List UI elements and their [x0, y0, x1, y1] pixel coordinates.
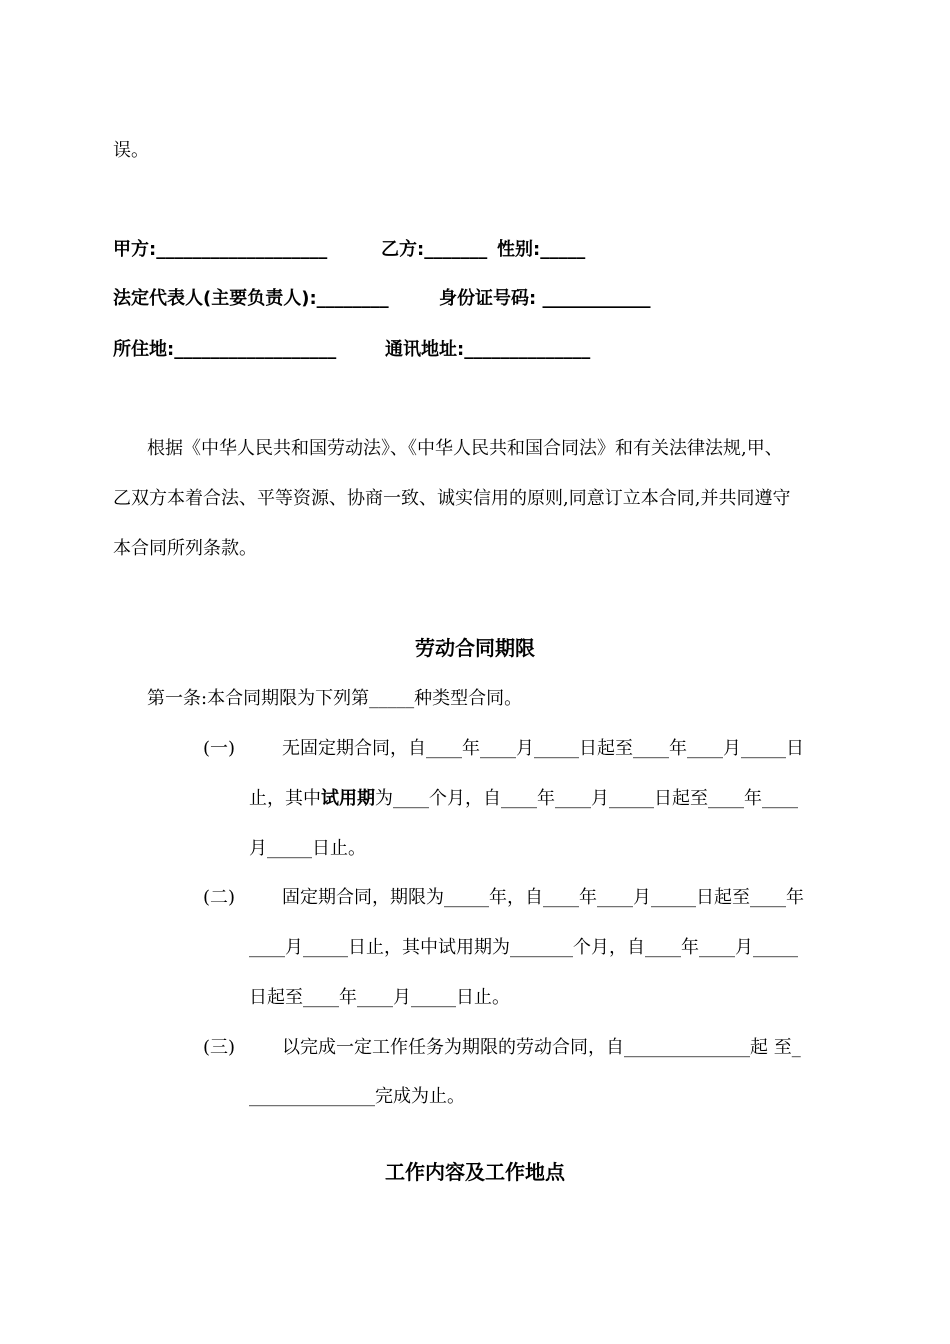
item-1-number: (一)	[203, 738, 236, 759]
legal-representative-field: 法定代表人(主要负责人):________	[113, 288, 389, 309]
item-1-line-2-pre: 止，其中	[249, 788, 321, 809]
probation-term-emphasis: 试用期	[321, 788, 375, 809]
item-2-number: (二)	[203, 887, 236, 908]
id-number-field: 身份证号码: ____________	[439, 288, 651, 309]
item-2-line-2: ____月_____日止，其中试用期为_______个月，自____年____月_____	[249, 937, 798, 958]
preamble-line-3: 本合同所列条款。	[113, 538, 257, 559]
party-b-field: 乙方:_______	[381, 239, 488, 260]
party-a-field: 甲方:___________________	[113, 239, 328, 260]
preamble-line-1: 根据《中华人民共和国劳动法》、《中华人民共和国合同法》和有关法律法规,甲、	[147, 438, 783, 459]
item-1-line-3: 月_____日止。	[249, 838, 366, 859]
item-3-number: (三)	[203, 1037, 236, 1058]
text-fragment: 误。	[113, 140, 149, 161]
item-1-line-1: 无固定期合同，自____年____月_____日起至____年____月_____日	[282, 738, 804, 759]
item-1-line-2-post: 为____个月，自____年____月_____日起至____年____	[375, 788, 798, 809]
gender-field: 性别:_____	[497, 239, 586, 260]
mailing-address-field: 通讯地址:______________	[385, 339, 591, 360]
item-2-line-1: 固定期合同，期限为_____年，自____年____月_____日起至____年	[282, 887, 804, 908]
item-3-line-1: 以完成一定工作任务为期限的劳动合同，自______________起 至_	[282, 1037, 801, 1058]
item-3-line-2: ______________完成为止。	[249, 1086, 465, 1107]
residence-field: 所住地:__________________	[113, 339, 337, 360]
item-2-line-3: 日起至____年____月_____日止。	[249, 987, 510, 1008]
section-title-contract-term: 劳动合同期限	[415, 636, 535, 660]
article-1: 第一条:本合同期限为下列第_____种类型合同。	[147, 688, 523, 709]
item-1-line-2	[249, 790, 798, 808]
section-title-work-content: 工作内容及工作地点	[385, 1160, 565, 1184]
preamble-line-2: 乙双方本着合法、平等资源、协商一致、诚实信用的原则,同意订立本合同,并共同遵守	[113, 488, 791, 509]
